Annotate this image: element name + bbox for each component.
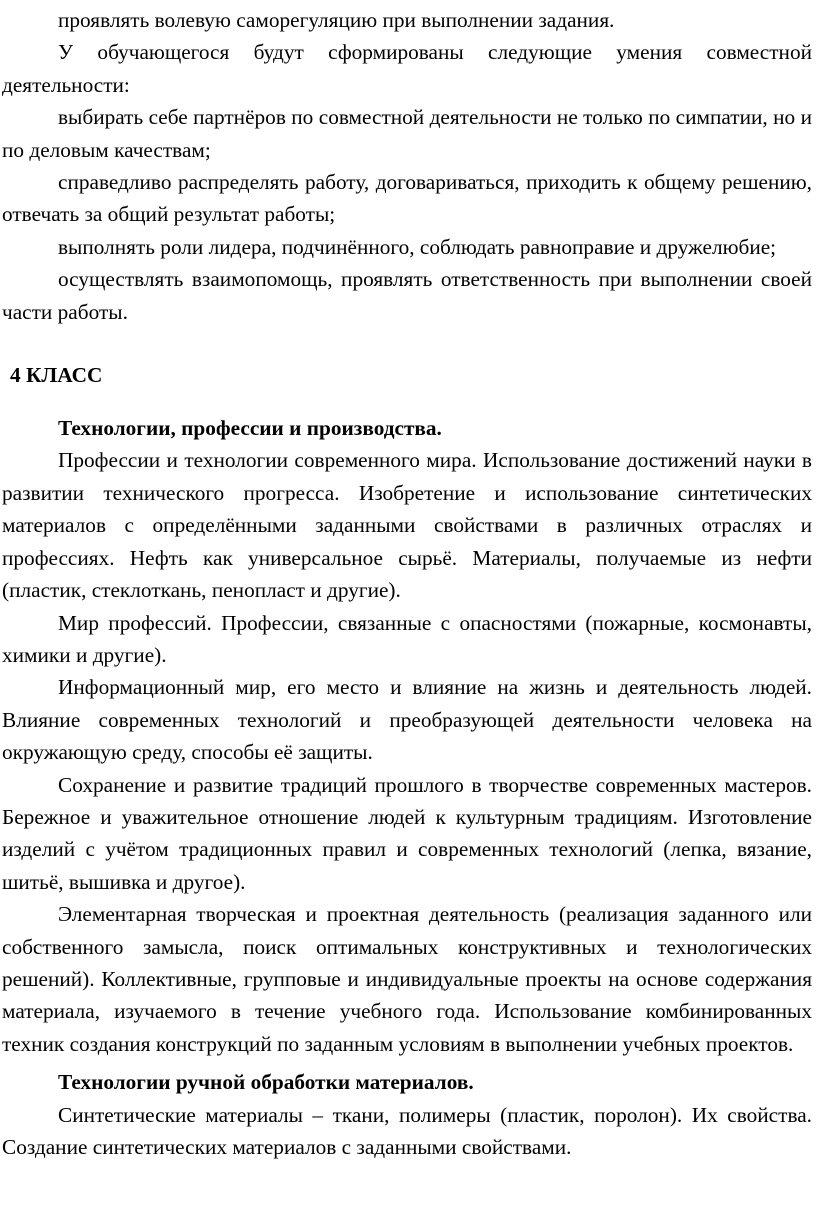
section-title-manual-processing: Технологии ручной обработки материалов. xyxy=(58,1070,474,1095)
paragraph-world-of-professions: Мир профессий. Профессии, связанные с опасностями (пожарные, космонавты, химики и другие). xyxy=(2,610,812,667)
section-title-technologies: Технологии, профессии и производства. xyxy=(58,416,442,441)
paragraph-self-regulation: проявлять волевую саморегуляцию при выполнении задания. xyxy=(58,8,615,32)
paragraph-modern-professions: Профессии и технологии современного мира. Использование достижений науки в развитии технического прогресса. Изобретение и использование синтетических материалов с определёнными заданными свойствами в различных отраслях и профессиях. Нефть как универсальное сырьё. Материалы, получаемые из нефти (пластик, стеклоткань, пенопласт и другие). xyxy=(2,448,812,603)
paragraph-distribute-work: справедливо распределять работу, договариваться, приходить к общему решению, отвечать за общий результат работы; xyxy=(2,170,812,227)
grade-heading: 4 КЛАСС xyxy=(10,363,103,388)
paragraph-synthetic-materials: Синтетические материалы – ткани, полимеры (пластик, поролон). Их свойства. Создание синтетических материалов с заданными свойствами. xyxy=(2,1102,812,1159)
paragraph-project-activity: Элементарная творческая и проектная деятельность (реализация заданного или собственного замысла, поиск оптимальных конструктивных и технологических решений). Коллективные, групповые и индивидуальные проекты на основе содержания материала, изучаемого в течение учебного года. Использование комбинированных техник создания конструкций по заданным условиям в выполнении учебных проектов. xyxy=(2,902,812,1056)
paragraph-choose-partners: выбирать себе партнёров по совместной деятельности не только по симпатии, но и по деловым качествам; xyxy=(2,105,812,162)
paragraph-leader-roles: выполнять роли лидера, подчинённого, соблюдать равноправие и дружелюбие; xyxy=(58,234,777,259)
paragraph-mutual-help: осуществлять взаимопомощь, проявлять ответственность при выполнении своей части работы. xyxy=(2,267,812,324)
paragraph-cooperation-intro: У обучающегося будут сформированы следующие умения совместной деятельности: xyxy=(2,40,812,97)
paragraph-traditions: Сохранение и развитие традиций прошлого в творчестве современных мастеров. Бережное и уважительное отношение людей к культурным традициям. Изготовление изделий с учётом традиционных правил и современных технологий (лепка, вязание, шитьё, вышивка и другое). xyxy=(2,772,812,894)
paragraph-information-world: Информационный мир, его место и влияние на жизнь и деятельность людей. Влияние современных технологий и преобразующей деятельности человека на окружающую среду, способы её защиты. xyxy=(2,675,812,765)
